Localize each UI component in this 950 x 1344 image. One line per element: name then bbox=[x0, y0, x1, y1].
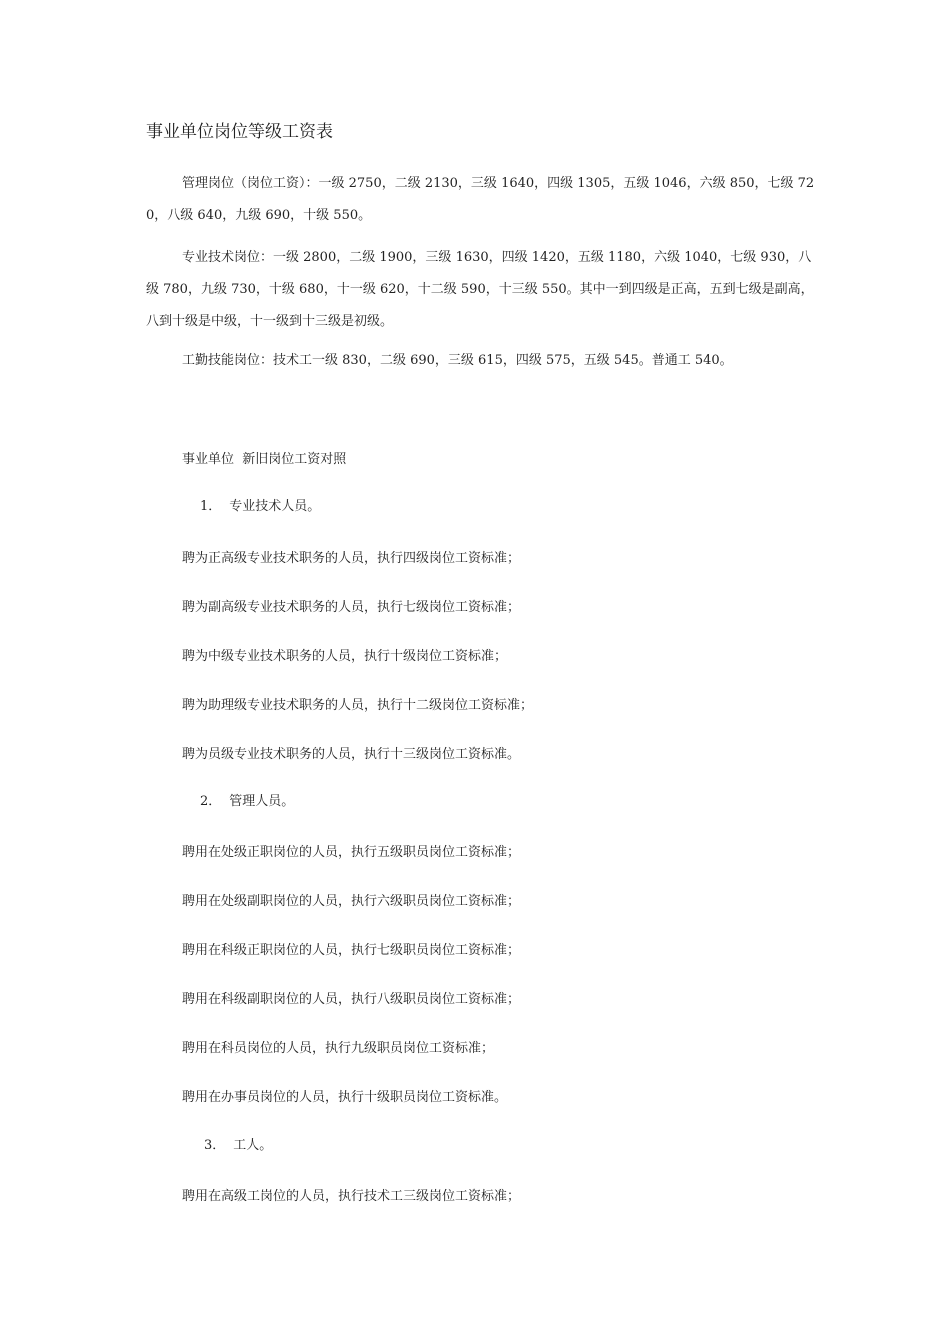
section-number: 2． bbox=[200, 794, 222, 809]
section-title: 管理人员。 bbox=[229, 794, 295, 809]
worker-salary-paragraph: 工勤技能岗位：技术工一级 830，二级 690，三级 615，四级 575，五级 545。普通工 540。 bbox=[182, 353, 733, 368]
section-title: 工人。 bbox=[233, 1138, 273, 1153]
section-heading bbox=[200, 497, 320, 517]
list-item: 聘为助理级专业技术职务的人员，执行十二级岗位工资标准； bbox=[182, 698, 534, 713]
section-heading bbox=[204, 1136, 272, 1156]
list-item: 聘用在科级副职岗位的人员，执行八级职员岗位工资标准； bbox=[182, 992, 521, 1007]
section-heading bbox=[200, 792, 294, 812]
comparison-heading: 事业单位 新旧岗位工资对照 bbox=[182, 452, 347, 467]
management-salary-paragraph: 管理岗位（岗位工资）：一级 2750，二级 2130，三级 1640，四级 1305，五级 1046，六级 850，七级 720，八级 640，九级 690，十级 550。 bbox=[146, 176, 815, 223]
section-number: 1． bbox=[200, 499, 222, 514]
list-item: 聘为员级专业技术职务的人员，执行十三级岗位工资标准。 bbox=[182, 747, 521, 762]
list-item: 聘用在办事员岗位的人员，执行十级职员岗位工资标准。 bbox=[182, 1090, 508, 1105]
page-title: 事业单位岗位等级工资表 bbox=[146, 122, 333, 142]
list-item: 聘用在高级工岗位的人员，执行技术工三级岗位工资标准； bbox=[182, 1189, 521, 1204]
list-item: 聘为中级专业技术职务的人员，执行十级岗位工资标准； bbox=[182, 649, 508, 664]
technical-salary-paragraph: 专业技术岗位：一级 2800，二级 1900，三级 1630，四级 1420，五级 1180，六级 1040，七级 930，八级 780，九级 730，十级 680，十一级 620，十二级 590，十三级 550。其中一到四级是正高，五到七级是副高，八到十级是中级，十一级到十三级是初级。 bbox=[146, 250, 814, 329]
list-item: 聘用在科员岗位的人员，执行九级职员岗位工资标准； bbox=[182, 1041, 495, 1056]
list-item: 聘用在处级副职岗位的人员，执行六级职员岗位工资标准； bbox=[182, 894, 521, 909]
list-item: 聘用在科级正职岗位的人员，执行七级职员岗位工资标准； bbox=[182, 943, 521, 958]
list-item: 聘用在处级正职岗位的人员，执行五级职员岗位工资标准； bbox=[182, 845, 521, 860]
list-item: 聘为正高级专业技术职务的人员，执行四级岗位工资标准； bbox=[182, 551, 521, 566]
section-title: 专业技术人员。 bbox=[229, 499, 321, 514]
section-number: 3． bbox=[204, 1138, 226, 1153]
list-item: 聘为副高级专业技术职务的人员，执行七级岗位工资标准； bbox=[182, 600, 521, 615]
